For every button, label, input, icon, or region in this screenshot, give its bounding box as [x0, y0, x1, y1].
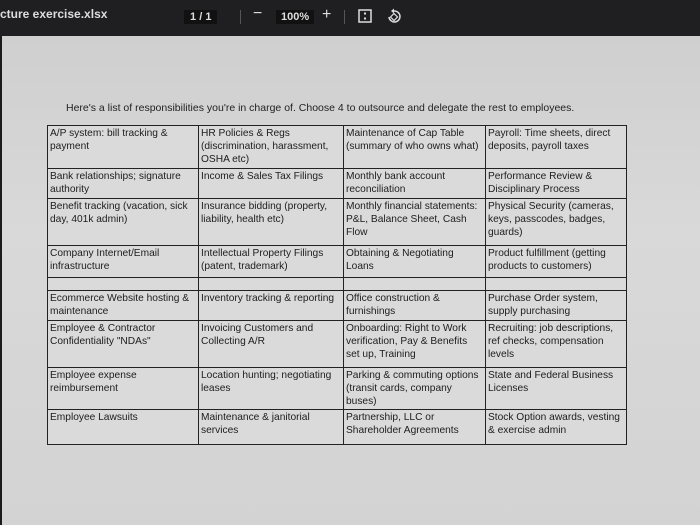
responsibility-cell: Invoicing Customers and Collecting A/R [199, 321, 344, 368]
responsibility-cell: Monthly financial statements: P&L, Balance Sheet, Cash Flow [344, 199, 486, 246]
spacer-row [48, 278, 627, 291]
empty-cell [48, 278, 199, 291]
responsibility-cell: Monthly bank account reconciliation [344, 169, 486, 199]
divider [240, 10, 241, 24]
responsibility-cell: State and Federal Business Licenses [486, 368, 627, 410]
responsibility-cell: Office construction & furnishings [344, 291, 486, 321]
responsibility-cell: Employee & Contractor Confidentiality "NDAs" [48, 321, 199, 368]
page-total: 1 [205, 11, 212, 23]
responsibility-cell: Recruiting: job descriptions, ref checks, compensation levels [486, 321, 627, 368]
responsibility-cell: Payroll: Time sheets, direct deposits, payroll taxes [486, 126, 627, 169]
responsibility-cell: Performance Review & Disciplinary Process [486, 169, 627, 199]
responsibility-cell: Maintenance & janitorial services [199, 410, 344, 445]
divider [344, 10, 345, 24]
responsibility-cell: Location hunting; negotiating leases [199, 368, 344, 410]
responsibility-cell: Maintenance of Cap Table (summary of who owns what) [344, 126, 486, 169]
responsibility-cell: A/P system: bill tracking & payment [48, 126, 199, 169]
fit-page-icon[interactable] [358, 9, 372, 28]
table-row [48, 169, 627, 199]
responsibility-cell: Bank relationships; signature authority [48, 169, 199, 199]
responsibility-cell: Physical Security (cameras, keys, passcodes, badges, guards) [486, 199, 627, 246]
table-row [48, 410, 627, 445]
responsibility-cell: Insurance bidding (property, liability, health etc) [199, 199, 344, 246]
table-row [48, 368, 627, 410]
responsibility-cell: Employee expense reimbursement [48, 368, 199, 410]
responsibility-cell: Intellectual Property Filings (patent, trademark) [199, 246, 344, 278]
responsibilities-table [47, 125, 627, 445]
instructions-text: Here's a list of responsibilities you're in charge of. Choose 4 to outsource and delegate the rest to employees. [66, 102, 575, 114]
responsibility-cell: Income & Sales Tax Filings [199, 169, 344, 199]
responsibility-cell: HR Policies & Regs (discrimination, harassment, OSHA etc) [199, 126, 344, 169]
responsibility-cell: Parking & commuting options (transit cards, company buses) [344, 368, 486, 410]
table-row [48, 291, 627, 321]
empty-cell [344, 278, 486, 291]
responsibility-cell: Obtaining & Negotiating Loans [344, 246, 486, 278]
responsibility-cell: Inventory tracking & reporting [199, 291, 344, 321]
responsibility-cell: Partnership, LLC or Shareholder Agreements [344, 410, 486, 445]
responsibility-cell: Benefit tracking (vacation, sick day, 401k admin) [48, 199, 199, 246]
responsibility-cell: Purchase Order system, supply purchasing [486, 291, 627, 321]
zoom-level[interactable]: 100% [276, 10, 314, 24]
responsibility-cell: Company Internet/Email infrastructure [48, 246, 199, 278]
pdf-toolbar [0, 0, 700, 36]
table-row [48, 246, 627, 278]
table-row [48, 199, 627, 246]
page-separator: / [199, 11, 203, 23]
page-current[interactable]: 1 [190, 11, 197, 23]
responsibility-cell: Onboarding: Right to Work verification, Pay & Benefits set up, Training [344, 321, 486, 368]
empty-cell [199, 278, 344, 291]
responsibility-cell: Ecommerce Website hosting & maintenance [48, 291, 199, 321]
zoom-in-button[interactable]: + [322, 6, 332, 23]
file-name: cture exercise.xlsx [0, 7, 108, 21]
responsibility-cell: Stock Option awards, vesting & exercise admin [486, 410, 627, 445]
page-indicator[interactable] [184, 10, 217, 24]
responsibility-cell: Employee Lawsuits [48, 410, 199, 445]
rotate-icon[interactable] [386, 8, 402, 29]
table-row [48, 126, 627, 169]
empty-cell [486, 278, 627, 291]
responsibility-cell: Product fulfillment (getting products to customers) [486, 246, 627, 278]
zoom-out-button[interactable]: − [253, 5, 263, 22]
table-row [48, 321, 627, 368]
